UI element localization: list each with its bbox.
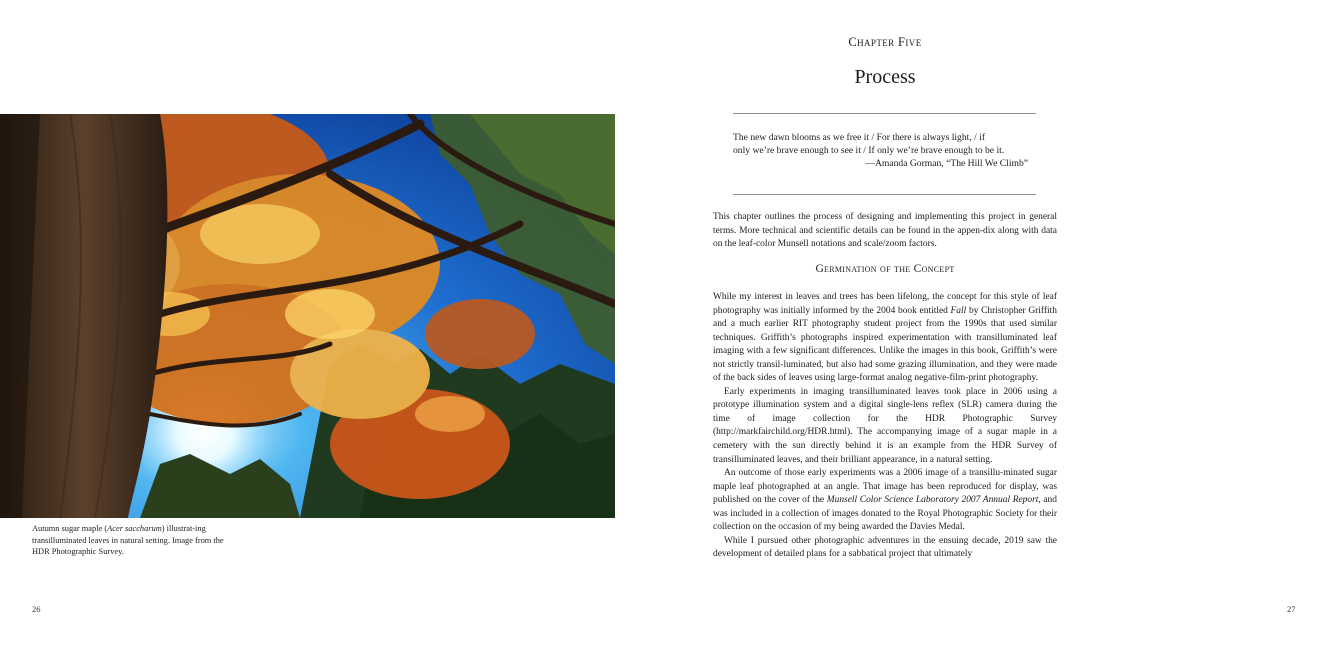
paragraph-1-book-title: Fall — [950, 305, 967, 316]
caption-text-end: ) illustrat-ing transilluminated leaves in natural setting. Image from the HDR Photographic Survey. — [32, 524, 224, 557]
paragraph-3-text-b: , and was included in a collection of images donated to the Royal Photographic Society for their collection on the occasion of my being awarded the Davies Medal. — [713, 495, 1057, 533]
intro-paragraph: This chapter outlines the process of designing and implementing this project in general terms. More technical and scientific details can be found in the appen-dix along with data on the leaf-color Munsell notations and scale/zoom factors. — [713, 212, 1057, 250]
paragraph-4: While I pursued other photographic adventures in the ensuing decade, 2019 saw the development of detailed plans for a sabbatical project that ultimately — [713, 535, 1057, 560]
maple-photo-illustration — [0, 114, 615, 518]
paragraph-3-text-a: An outcome of those early experiments was a 2006 image of a transillu-minated sugar maple leaf photographed at an angle. That image has been reproduced for display, was published on the cover of the — [713, 468, 1057, 506]
paragraph-1 — [713, 291, 1057, 386]
epigraph-line-2: only we’re brave enough to see it / If only we’re brave enough to be it. — [733, 145, 1005, 156]
page-number-left: 26 — [32, 604, 41, 614]
chapter-intro — [713, 211, 1057, 252]
paragraph-1-text-a: While my interest in leaves and trees has been lifelong, the concept for this style of leaf photography was initially informed by the 2004 book entitled — [713, 292, 1057, 316]
paragraph-3-report-title: Munsell Color Science Laboratory 2007 Annual Report — [826, 495, 1039, 506]
maple-photo — [0, 114, 615, 518]
epigraph-rule-top — [733, 113, 1036, 114]
epigraph-rule-bottom — [733, 194, 1036, 195]
epigraph-attribution: —Amanda Gorman, “The Hill We Climb” — [865, 158, 1028, 169]
epigraph-line-1: The new dawn blooms as we free it / For there is always light, / if — [733, 132, 986, 143]
chapter-label: Chapter Five — [848, 35, 922, 49]
caption-text-start: Autumn sugar maple ( — [32, 524, 108, 533]
caption-species-name: Acer saccharum — [107, 524, 162, 533]
epigraph — [733, 131, 1037, 170]
section-body — [713, 291, 1057, 562]
photo-caption — [32, 523, 242, 558]
section-heading: Germination of the Concept — [815, 263, 955, 275]
paragraph-3 — [713, 467, 1057, 535]
page-number-right: 27 — [1287, 604, 1296, 614]
chapter-title: Process — [854, 66, 916, 88]
paragraph-1-text-b: by Christopher Griffith and a much earlier RIT photography student project from the 1990s that used similar techniques. Griffith’s photographs inspired experimentation with transilluminated leaf imaging with a few significant differences. Unlike the images in this book, Griffith’s were not strictly transil-luminated, but also had some grazing illumination, and they were made of the back sides of leaves using large-format analog negative-film-print photography. — [713, 305, 1057, 384]
paragraph-2: Early experiments in imaging transilluminated leaves took place in 2006 using a prototype illumination system and a digital single-lens reflex (SLR) camera during the time of image collection for the HDR Photographic Survey (http://markfairchild.org/HDR.html). The accompanying image of a sugar maple in a cemetery with the sun directly behind it is an example from the HDR Survey of transilluminated leaves, and their brilliant appearance, in a natural setting. — [713, 386, 1057, 465]
